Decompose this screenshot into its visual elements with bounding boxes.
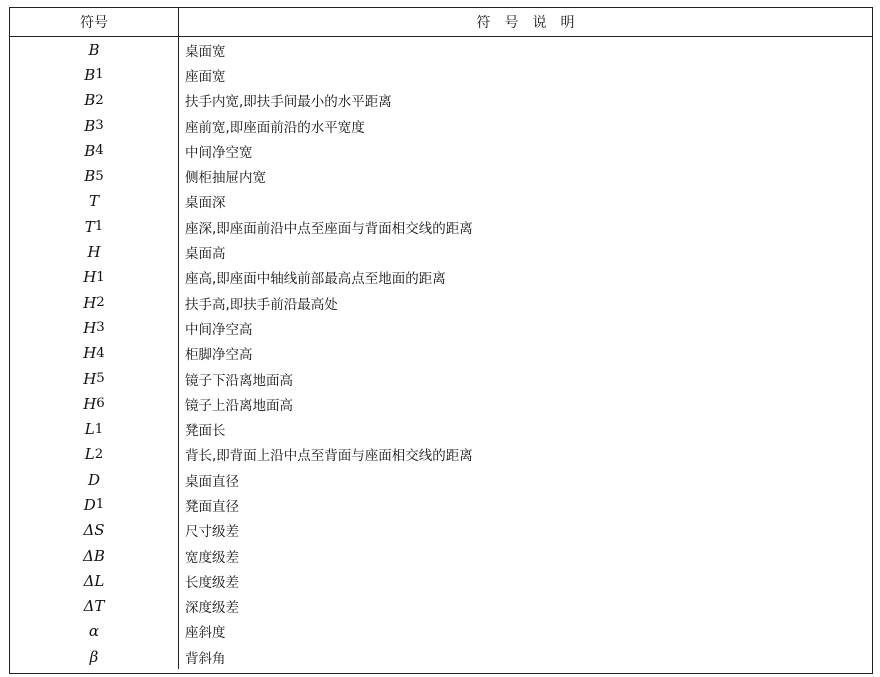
symbol-base: D [83,495,96,514]
table-row [10,138,872,163]
description-text: 尺寸级差 [185,524,239,541]
description-cell [179,189,872,214]
description-cell [179,163,872,188]
description-text: 座前宽,即座面前沿的水平宽度 [185,119,365,136]
description-cell [179,113,872,138]
header-description-label: 符号说明 [476,15,589,31]
description-text: 座面宽 [185,68,226,85]
description-text: 座深,即座面前沿中点至座面与背面相交线的距离 [185,220,473,237]
description-text: 背斜角 [185,650,226,667]
table-row [10,543,872,568]
symbol-cell [10,366,179,391]
symbol-subscript: 4 [96,345,105,361]
symbol-cell [10,62,179,87]
symbol-base: B [84,141,96,160]
description-text: 桌面高 [185,246,226,263]
table-row [10,568,872,593]
symbol-cell [10,543,179,568]
description-cell [179,315,872,340]
table-row [10,594,872,619]
symbol-subscript: 4 [95,143,104,159]
description-text: 座斜度 [185,625,226,642]
symbol-base: H [83,293,97,312]
description-text: 桌面直径 [185,473,239,490]
table-row [10,37,872,62]
table-row [10,265,872,290]
symbol-base: H [87,243,101,262]
description-text: 深度级差 [185,600,239,617]
description-cell [179,138,872,163]
symbol-base: H [83,268,97,287]
symbol-cell [10,341,179,366]
description-text: 桌面宽 [185,43,226,60]
symbol-table [9,7,873,674]
symbol-cell [10,315,179,340]
description-text: 凳面直径 [185,498,239,515]
symbol-base: L [84,445,95,464]
symbol-base: L [84,420,95,439]
table-row [10,239,872,264]
description-text: 中间净空高 [185,321,253,338]
symbol-cell [10,619,179,644]
symbol-base: ΔB [83,546,105,565]
symbol-cell [10,416,179,441]
symbol-base: ΔL [83,571,105,590]
symbol-subscript: 6 [96,396,105,412]
symbol-base: ΔT [83,597,105,616]
symbol-subscript: 1 [96,269,105,285]
symbol-subscript: 3 [96,320,105,336]
symbol-cell [10,37,179,62]
description-text: 长度级差 [185,574,239,591]
symbol-cell [10,214,179,239]
symbol-cell [10,492,179,517]
description-cell [179,62,872,87]
symbol-base: α [88,622,100,641]
description-cell [179,518,872,543]
header-symbol-label: 符号 [80,15,108,31]
table-row [10,442,872,467]
symbol-base: B [84,65,96,84]
symbol-cell [10,391,179,416]
description-text: 背长,即背面上沿中点至背面与座面相交线的距离 [185,448,473,465]
symbol-cell [10,189,179,214]
description-cell [179,442,872,467]
description-text: 座高,即座面中轴线前部最高点至地面的距离 [185,271,446,288]
description-text: 镜子下沿离地面高 [185,372,293,389]
description-cell [179,543,872,568]
description-cell [179,594,872,619]
symbol-cell [10,442,179,467]
table-row [10,492,872,517]
description-cell [179,214,872,239]
description-text: 凳面长 [185,423,226,440]
description-cell [179,619,872,644]
description-cell [179,467,872,492]
description-text: 扶手内宽,即扶手间最小的水平距离 [185,94,392,111]
symbol-cell [10,594,179,619]
symbol-base: H [83,369,97,388]
symbol-base: B [84,91,96,110]
symbol-cell [10,518,179,543]
table-row [10,416,872,441]
description-cell [179,37,872,62]
description-text: 侧柜抽屉内宽 [185,170,266,187]
symbol-subscript: 5 [96,371,105,386]
description-cell [179,239,872,264]
symbol-subscript: 1 [95,497,105,513]
description-text: 镜子上沿离地面高 [185,397,293,414]
symbol-base: T [84,217,95,236]
symbol-cell [10,568,179,593]
symbol-cell [10,467,179,492]
symbol-subscript: 3 [95,118,104,134]
symbol-subscript: 5 [95,168,104,184]
symbol-base: B [88,40,100,59]
table-row [10,467,872,492]
symbol-base: ΔS [83,521,105,540]
table-row [10,214,872,239]
description-text: 宽度级差 [185,549,239,566]
symbol-base: H [83,394,97,413]
description-cell [179,644,872,669]
description-cell [179,568,872,593]
symbol-base: H [83,318,97,337]
symbol-cell [10,290,179,315]
description-text: 中间净空宽 [185,144,253,161]
symbol-subscript: 2 [95,92,104,108]
description-cell [179,88,872,113]
table-row [10,341,872,366]
symbol-subscript: 2 [96,295,105,311]
symbol-cell [10,163,179,188]
symbol-base: H [83,344,97,363]
symbol-cell [10,239,179,264]
header-description-cell [179,8,872,36]
table-row [10,619,872,644]
symbol-subscript: 1 [94,219,104,235]
symbol-subscript: 1 [94,421,104,437]
description-cell [179,265,872,290]
symbol-base: D [87,470,101,489]
symbol-cell [10,265,179,290]
table-row [10,644,872,669]
table-row [10,113,872,138]
description-cell [179,416,872,441]
header-symbol-cell [10,8,179,36]
description-text: 桌面深 [185,195,226,212]
description-cell [179,492,872,517]
symbol-base: β [89,647,99,666]
table-row [10,189,872,214]
table-body [10,37,872,669]
symbol-subscript: 2 [94,446,104,462]
description-text: 扶手高,即扶手前沿最高处 [185,296,338,313]
table-row [10,518,872,543]
description-cell [179,341,872,366]
symbol-base: B [84,167,96,186]
table-row [10,366,872,391]
table-row [10,391,872,416]
symbol-base: T [88,192,99,211]
description-text: 柜脚净空高 [185,347,253,364]
symbol-cell [10,113,179,138]
table-row [10,290,872,315]
description-cell [179,290,872,315]
symbol-cell [10,644,179,669]
symbol-base: B [84,116,96,135]
symbol-subscript: 1 [95,67,104,83]
table-row [10,62,872,87]
table-row [10,88,872,113]
description-cell [179,366,872,391]
table-row [10,163,872,188]
table-row [10,315,872,340]
symbol-cell [10,138,179,163]
symbol-cell [10,88,179,113]
table-header [10,8,872,37]
description-cell [179,391,872,416]
